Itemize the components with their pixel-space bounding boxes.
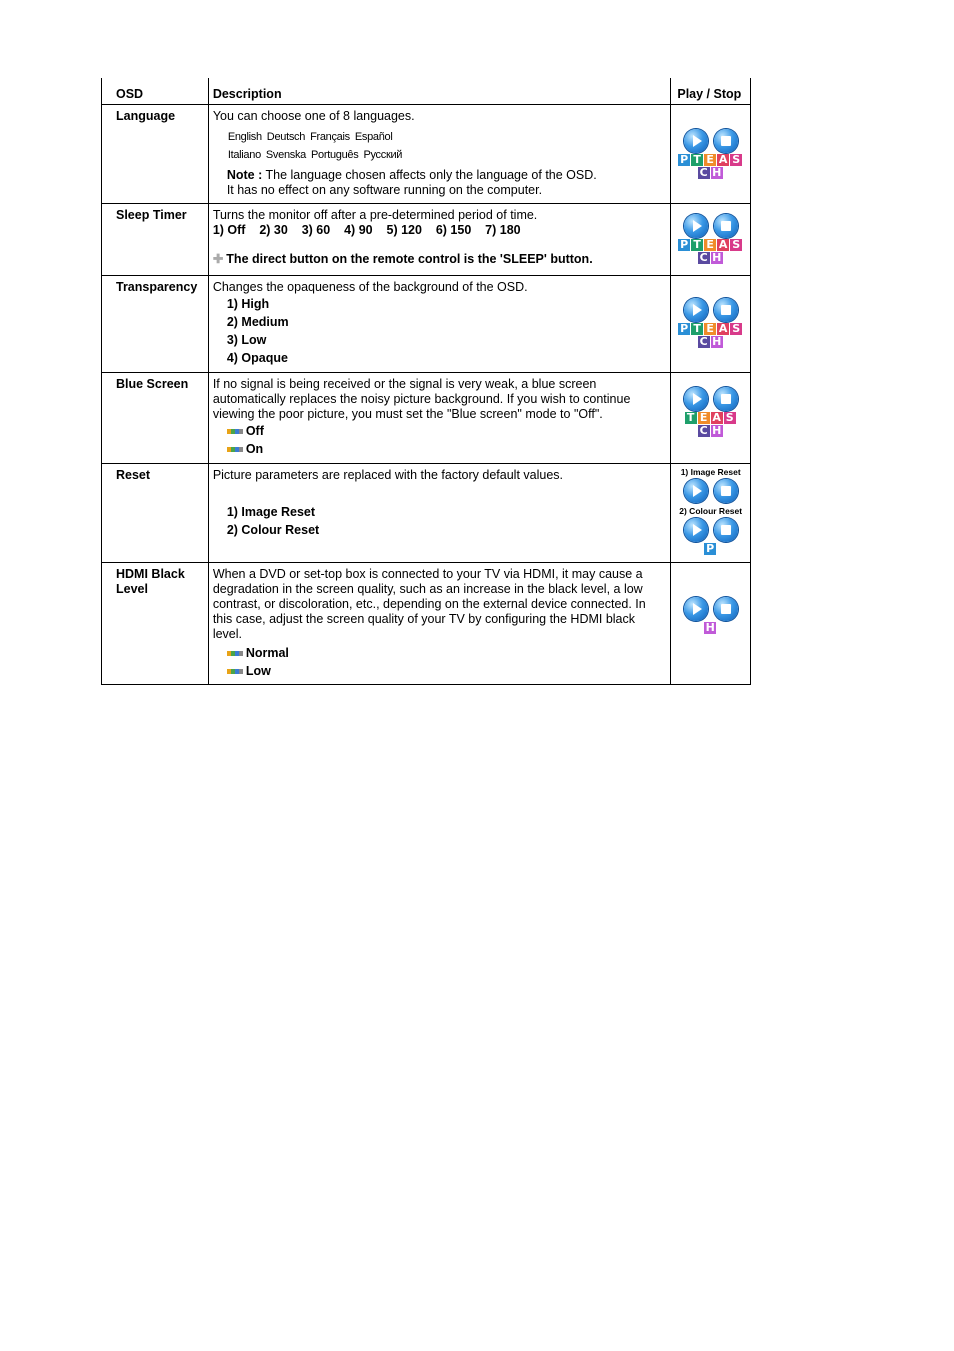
play-icon[interactable]	[684, 298, 708, 322]
osd-table	[101, 78, 751, 685]
header-play-stop: Play / Stop	[671, 78, 751, 105]
bullet-icon	[227, 429, 243, 434]
play-icon[interactable]	[684, 129, 708, 153]
language-list-2	[213, 146, 667, 164]
header-row	[102, 78, 751, 105]
plus-icon: ✚	[212, 252, 224, 266]
mode-letters-2	[671, 167, 750, 179]
row-name: HDMI Black Level	[102, 563, 209, 685]
mode-letters	[671, 154, 750, 166]
mode-letters	[671, 622, 750, 634]
play-icon[interactable]	[684, 387, 708, 411]
option-item: 1) High	[226, 297, 270, 311]
mode-letter-icon: S	[724, 412, 736, 424]
option-item: 4) Opaque	[226, 351, 288, 365]
language-item: Русский	[363, 149, 403, 161]
language-item: English	[227, 131, 262, 143]
play-stop-cell	[671, 373, 751, 464]
mode-letter-icon: A	[718, 153, 728, 166]
option-label: On	[245, 442, 264, 456]
row-description	[208, 563, 671, 685]
language-item: Italiano	[227, 149, 261, 161]
option-item	[213, 422, 667, 440]
mode-letter-icon: A	[718, 238, 728, 251]
description-text: If no signal is being received or the signal is very weak, a blue screen automatically replaces the noisy picture background. If you wish to continue viewing the poor picture, you must set the "Blue screen" mode to "Off".	[212, 377, 631, 421]
play-stop-cell	[671, 105, 751, 204]
header-description: Description	[208, 78, 671, 105]
mode-letter-icon: T	[691, 239, 703, 251]
header-osd: OSD	[102, 78, 209, 105]
bullet-icon	[227, 669, 243, 674]
image-reset-label: 1) Image Reset	[680, 467, 741, 477]
row-sleep-timer	[102, 204, 751, 276]
note	[213, 168, 667, 198]
mode-letters-2	[671, 252, 750, 264]
row-description	[208, 276, 671, 373]
stop-icon[interactable]	[714, 518, 738, 542]
row-name: Sleep Timer	[102, 204, 209, 276]
row-name: Reset	[102, 464, 209, 563]
stop-icon[interactable]	[714, 387, 738, 411]
play-stop-cell	[671, 563, 751, 685]
option-item: 2) Medium	[226, 315, 289, 329]
colour-reset-label: 2) Colour Reset	[679, 506, 743, 516]
mode-letter-icon: S	[730, 154, 742, 166]
option-item	[213, 440, 667, 458]
mode-letter-icon: C	[699, 251, 708, 264]
language-item: Français	[310, 131, 350, 143]
option-label: Low	[245, 664, 271, 678]
row-blue-screen	[102, 373, 751, 464]
stop-icon[interactable]	[714, 597, 738, 621]
row-reset	[102, 464, 751, 563]
note-text: The language chosen affects only the language of the OSD.	[265, 168, 597, 182]
stop-icon[interactable]	[714, 479, 738, 503]
option-label: Normal	[245, 646, 289, 660]
play-stop-cell	[671, 204, 751, 276]
mode-letter-icon: T	[691, 154, 703, 166]
option-item: 3) Low	[226, 333, 267, 347]
mode-letters	[671, 239, 750, 251]
language-list-1	[213, 128, 667, 146]
mode-letter-icon: C	[699, 424, 708, 437]
mode-letter-icon: E	[704, 323, 716, 335]
mode-letters	[671, 543, 750, 555]
description-text: When a DVD or set-top box is connected to your TV via HDMI, it may cause a degradation in the screen quality, such as an increase in the black level, a low contrast, or discoloration, etc., depending on the external device connected. In this case, adjust the screen quality of your TV by configuring the HDMI black level.	[212, 567, 646, 641]
row-description	[208, 204, 671, 276]
language-item: Svenska	[265, 149, 306, 161]
play-stop-cell	[671, 276, 751, 373]
row-name: Transparency	[102, 276, 209, 373]
option-item	[213, 644, 667, 662]
mode-letter-icon: H	[712, 166, 722, 179]
mode-letter-icon: H	[712, 335, 722, 348]
play-icon[interactable]	[684, 597, 708, 621]
mode-letter-icon: E	[704, 239, 716, 251]
play-icon[interactable]	[684, 214, 708, 238]
row-name: Blue Screen	[102, 373, 209, 464]
note-text-2: It has no effect on any software running on the computer.	[226, 183, 543, 197]
mode-letter-icon: C	[699, 335, 708, 348]
stop-icon[interactable]	[714, 214, 738, 238]
bullet-icon	[227, 447, 243, 452]
mode-letter-icon: P	[680, 238, 689, 251]
row-name: Language	[102, 105, 209, 204]
mode-letters	[671, 412, 750, 424]
sleep-options: 1) Off 2) 30 3) 60 4) 90 5) 120 6) 150 7) 180	[212, 223, 521, 237]
option-item: 1) Image Reset	[226, 505, 316, 519]
play-stop-cell	[671, 464, 751, 563]
description-text: Changes the opaqueness of the background of the OSD.	[212, 280, 528, 294]
mode-letter-icon: S	[730, 239, 742, 251]
mode-letter-icon: E	[704, 154, 716, 166]
description-text: You can choose one of 8 languages.	[212, 109, 415, 123]
language-item: Deutsch	[266, 131, 306, 143]
option-item: 2) Colour Reset	[226, 523, 320, 537]
stop-icon[interactable]	[714, 298, 738, 322]
mode-letter-icon: A	[712, 411, 721, 424]
language-item: Português	[310, 149, 359, 161]
description-text: Picture parameters are replaced with the factory default values.	[212, 468, 563, 482]
stop-icon[interactable]	[714, 129, 738, 153]
mode-letter-icon: P	[680, 153, 689, 166]
mode-letter-icon: H	[712, 251, 722, 264]
mode-letter-icon: P	[706, 542, 715, 555]
tip-text: The direct button on the remote control is the 'SLEEP' button.	[226, 252, 593, 266]
option-item	[213, 662, 667, 680]
mode-letter-icon: H	[705, 621, 715, 634]
language-item: Español	[354, 131, 393, 143]
play-icon[interactable]	[684, 479, 708, 503]
description-text: Turns the monitor off after a pre-determined period of time.	[212, 208, 538, 222]
mode-letters-2	[671, 425, 750, 437]
mode-letter-icon: S	[730, 323, 742, 335]
mode-letter-icon: T	[691, 323, 703, 335]
mode-letter-icon: T	[685, 412, 697, 424]
row-description	[208, 105, 671, 204]
row-description	[208, 464, 671, 563]
mode-letters	[671, 323, 750, 335]
row-description	[208, 373, 671, 464]
mode-letter-icon: E	[698, 412, 710, 424]
mode-letter-icon: C	[699, 166, 708, 179]
tip	[213, 252, 667, 267]
row-transparency	[102, 276, 751, 373]
note-label: Note :	[226, 168, 263, 182]
mode-letter-icon: P	[680, 322, 689, 335]
mode-letters-2	[671, 336, 750, 348]
mode-letter-icon: H	[712, 424, 722, 437]
play-icon[interactable]	[684, 518, 708, 542]
mode-letter-icon: A	[718, 322, 728, 335]
bullet-icon	[227, 651, 243, 656]
row-hdmi-black-level	[102, 563, 751, 685]
row-language	[102, 105, 751, 204]
option-label: Off	[245, 424, 264, 438]
